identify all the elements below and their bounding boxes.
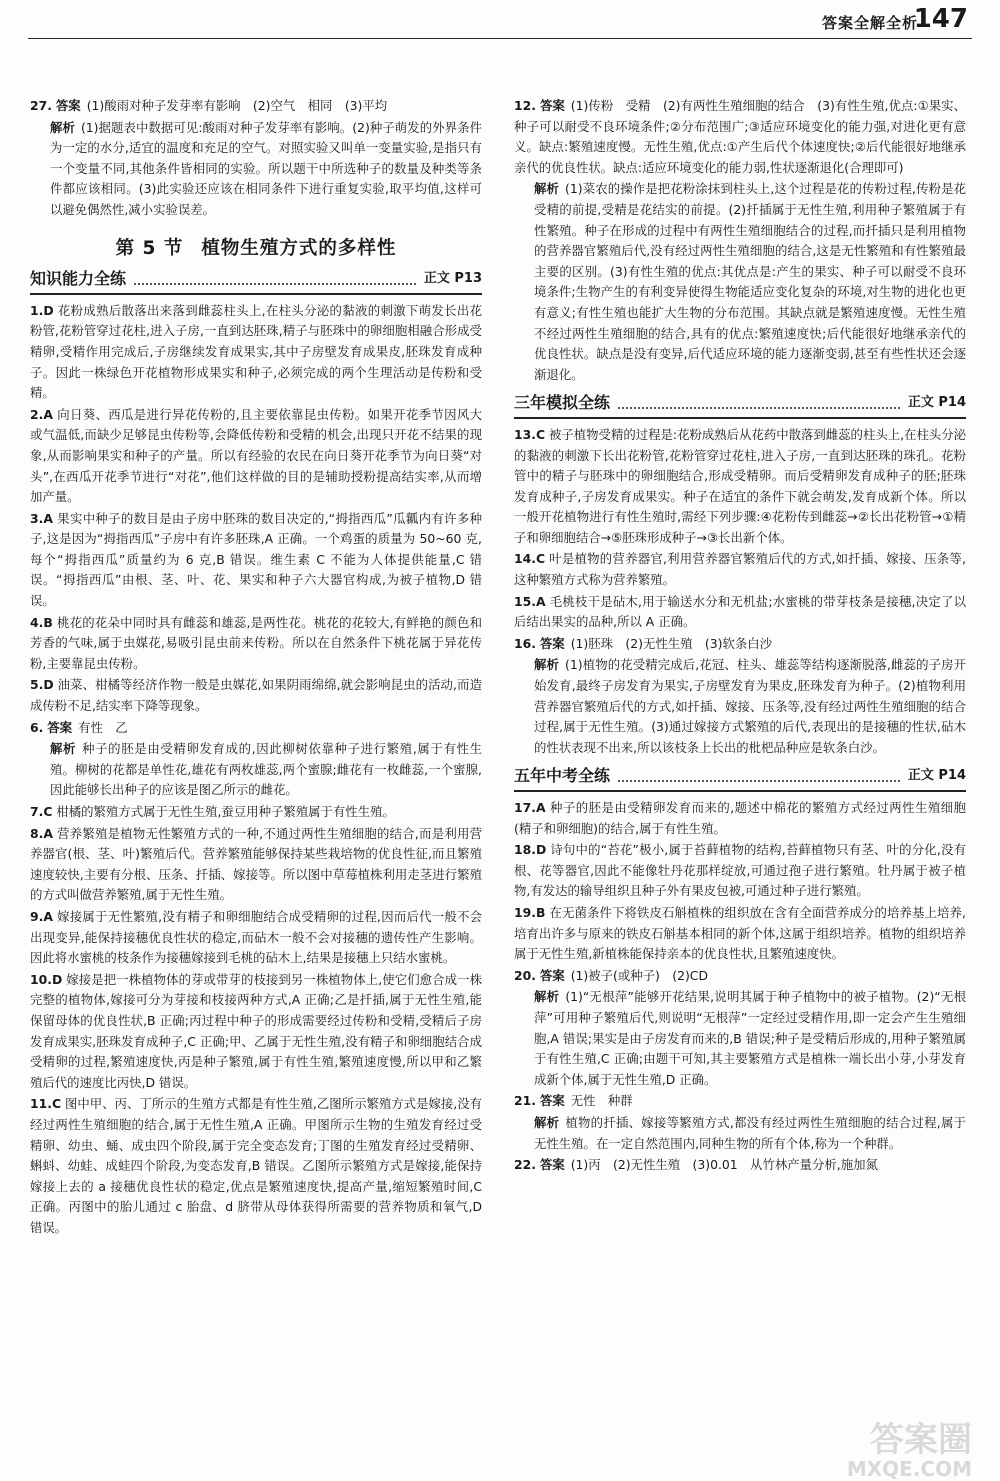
answer-tag: 答案 bbox=[539, 967, 565, 983]
answer-item bbox=[30, 802, 482, 823]
answer-tag: 答案 bbox=[539, 98, 565, 113]
question-number: 12. bbox=[514, 98, 536, 113]
question-number: 11.C bbox=[30, 1096, 62, 1112]
section-bar-three-year bbox=[514, 391, 966, 419]
section-title bbox=[30, 239, 482, 260]
answer-item bbox=[30, 824, 482, 906]
answer-item bbox=[514, 655, 966, 758]
page-header bbox=[0, 0, 1000, 92]
answer-text: 桃花的花朵中同时具有雌蕊和雄蕊,是两性花。桃花的花较大,有鲜艳的颜色和芳香的气味,属于虫媒花,易吸引昆虫前来传粉。所以在自然条件下桃花属于异花传粉,主要靠昆虫传粉。 bbox=[30, 614, 482, 671]
question-number: 14.C bbox=[514, 551, 546, 567]
answer-text: 有性 乙 bbox=[78, 719, 128, 735]
answer-tag: 解析 bbox=[534, 181, 560, 197]
section-bar-knowledge bbox=[30, 267, 482, 295]
page-number: 147 bbox=[913, 4, 968, 34]
answer-text: (1)据题表中数据可见:酸雨对种子发芽率有影响。(2)种子萌发的外界条件为一定的水分,适宜的温度和充足的空气。对照实验又叫单一变量实验,是指只有一个变量不同,其他条件皆相同的实验。所以题干中所选种子的数量及种类等条件都应该相同。(3)此实验还应该在相同条件下进行重复实验,取平均值,这样可以避免偶然性,减小实验误差。 bbox=[50, 119, 483, 217]
answer-item bbox=[30, 118, 482, 221]
answer-text: (1)“无根萍”能够开花结果,说明其属于种子植物中的被子植物。(2)“无根萍”可用种子繁殖后代,则说明“无根萍”一定经过受精作用,即一定会产生生殖细胞,A 错误;果实是由子房发育而来的,B 错误;种子是受精后形成的,用种子繁殖属于有性生殖,C 正确;由题干可知,其主要繁殖方式是植株一端长出小芽,小芽发育成新个体,属于无性生殖,D 正确。 bbox=[534, 989, 966, 1087]
question-number: 7.C bbox=[30, 804, 53, 819]
answer-item bbox=[514, 1113, 966, 1154]
question-number: 22. bbox=[514, 1157, 536, 1173]
bar-dots bbox=[618, 780, 900, 782]
header-title: 答案全解全析 bbox=[821, 14, 918, 32]
answer-item bbox=[30, 96, 482, 117]
question-number: 19.B bbox=[514, 904, 546, 920]
answer-text: (1)酸雨对种子发芽率有影响 (2)空气 相同 (3)平均 bbox=[86, 98, 388, 113]
bar-ref: 正文 P14 bbox=[907, 768, 966, 784]
watermark bbox=[742, 1412, 972, 1481]
answer-text: 花粉成熟后散落出来落到雌蕊柱头上,在柱头分泌的黏液的刺激下萌发长出花粉管,花粉管穿过花柱,进入子房,一直到达胚珠,精子与胚珠中的卵细胞相融合形成受精卵,受精作用完成后,子房继续发育成果实,其中子房壁发育成果皮,胚珠发育成种子。因此一株绿色开花植物形成果实和种子,必须完成的两个生理活动是传粉和受精。 bbox=[30, 302, 482, 401]
question-number: 3.A bbox=[30, 510, 53, 526]
answer-text: 油菜、柑橘等经济作物一般是虫媒花,如果阴雨绵绵,就会影响昆虫的活动,而造成传粉不足,结实率下降等现象。 bbox=[30, 677, 482, 714]
answer-item bbox=[30, 675, 482, 716]
question-number: 1.D bbox=[30, 302, 54, 318]
question-number: 5.D bbox=[30, 677, 54, 693]
answer-text: (1)传粉 受精 (2)有两性生殖细胞的结合 (3)有性生殖,优点:①果实、种子可以耐受不良环境条件;②分布范围广;③适应环境变化的能力强,对进化更有意义。缺点:繁殖速度慢。无性生殖,优点:①产生后代个体速度快;②后代能很好地继承亲代的优良性状。缺点:适应环境变化的能力弱,性状逐渐退化(合理即可) bbox=[514, 98, 966, 175]
answer-item bbox=[30, 405, 482, 508]
answer-tag: 答案 bbox=[539, 635, 565, 651]
answer-item bbox=[30, 970, 482, 1094]
header-rule bbox=[28, 38, 972, 39]
answer-item bbox=[514, 1155, 966, 1176]
question-number: 17.A bbox=[514, 800, 546, 815]
answer-text: 种子的胚是由受精卵发育而来的,题述中棉花的繁殖方式经过两性生殖细胞(精子和卵细胞)的结合,属于有性生殖。 bbox=[514, 800, 966, 836]
answer-item bbox=[514, 966, 966, 987]
answer-item bbox=[514, 987, 966, 1090]
answer-text: 图中甲、丙、丁所示的生殖方式都是有性生殖,乙图所示繁殖方式是嫁接,没有经过两性生殖细胞的结合,属于无性生殖,A 正确。甲图所示生物的生殖发育经过受精卵、幼虫、蛹、成虫四个阶段,属于完全变态发育;丁图的生殖发育经过受精卵、蝌蚪、幼蛙、成蛙四个阶段,为变态发育,B 错误。乙图所示繁殖方式是嫁接,能保持嫁接上去的 a 接穗优良性状的稳定,优点是繁殖速度快,提高产量,缩短繁殖时间,C 正确。丙图中的胎儿通过 c 胎盘、d 脐带从母体获得所需要的营养物质和氧气,D 错误。 bbox=[30, 1096, 482, 1235]
answer-text: 诗句中的“苔花”极小,属于苔藓植物的结构,苔藓植物只有茎、叶的分化,没有根、花等器官,因此不能像牡丹花那样绽放,可通过孢子进行繁殖。牡丹属于被子植物,有发达的输导组织且种子外有果皮包被,可通过种子进行繁殖。 bbox=[514, 842, 966, 899]
answer-item bbox=[514, 798, 966, 839]
bar-dots bbox=[618, 407, 900, 409]
answer-item bbox=[30, 509, 482, 612]
answer-text: (1)胚珠 (2)无性生殖 (3)软条白沙 bbox=[570, 635, 773, 651]
answer-text: 嫁接是把一株植物体的芽或带芽的枝接到另一株植物体上,使它们愈合成一株完整的植物体,嫁接可分为芽接和枝接两种方式,A 正确;乙是扦插,属于无性生殖,能保留母体的优良性状,B 正确;丙过程中种子的形成需要经过传粉和受精,受精后子房发育成果实,胚珠发育成种子,C 正确;甲、乙属于无性生殖,没有精子和卵细胞结合成受精卵的过程,繁殖速度快,丙是种子繁殖,属于有性生殖,繁殖速度慢,所以甲和乙繁殖后代的速度比丙快,D 错误。 bbox=[30, 971, 482, 1090]
answer-tag: 答案 bbox=[55, 98, 81, 113]
answer-tag: 答案 bbox=[539, 1157, 565, 1173]
answer-item bbox=[514, 634, 966, 655]
right-column bbox=[514, 96, 966, 1177]
answer-item bbox=[30, 613, 482, 675]
question-number: 13.C bbox=[514, 426, 546, 442]
question-number: 27. bbox=[30, 98, 52, 113]
answer-text: 营养繁殖是植物无性繁殖方式的一种,不通过两性生殖细胞的结合,而是利用营养器官(根、茎、叶)繁殖后代。营养繁殖能够保持某些栽培物的优良性征,而且繁殖速度较快,主要有分根、压条、扦插、嫁接等。所以图中草莓植株利用走茎进行繁殖的方式叫做营养繁殖,属于无性生殖。 bbox=[30, 825, 482, 903]
answer-item bbox=[514, 549, 966, 590]
answer-text: 无性 种群 bbox=[570, 1093, 633, 1109]
section-bar-five-year bbox=[514, 764, 966, 792]
bar-ref: 正文 P14 bbox=[907, 395, 966, 411]
question-number: 4.B bbox=[30, 614, 53, 630]
answer-text: 被子植物受精的过程是:花粉成熟后从花药中散落到雌蕊的柱头上,在柱头分泌的黏液的刺激下长出花粉管,花粉管穿过花柱,进入子房,一直到达胚珠的珠孔。花粉管中的精子与胚珠中的卵细胞结合,形成受精卵。而后受精卵发育成种子的胚;胚珠发育成种子,子房发育成果实。种子在适宜的条件下就会萌发,发育成新个体。所以一般开花植物进行有性生殖时,需经下列步骤:④花粉传到雌蕊→②长出花粉管→①精子和卵细胞结合→⑤胚珠形成种子→③长出新个体。 bbox=[514, 426, 967, 545]
question-number: 6. bbox=[30, 719, 44, 735]
answer-tag: 解析 bbox=[50, 741, 77, 757]
answer-text: 植物的扦插、嫁接等繁殖方式,都没有经过两性生殖细胞的结合过程,属于无性生殖。在一定自然范围内,同种生物的所有个体,称为一个种群。 bbox=[534, 1114, 966, 1151]
answer-text: 在无菌条件下将铁皮石斛植株的组织放在含有全面营养成分的培养基上培养,培育出许多与原来的铁皮石斛基本相同的新个体,这属于组织培养。植物的组织培养属于无性生殖,新植株能保持亲本的优良性状,且繁殖速度快。 bbox=[514, 904, 966, 962]
question-number: 10.D bbox=[30, 971, 63, 987]
question-number: 16. bbox=[514, 635, 536, 651]
answer-text: 种子的胚是由受精卵发育成的,因此柳树依靠种子进行繁殖,属于有性生殖。柳树的花都是单性花,雄花有两枚雄蕊,两个蜜腺;雌花有一枚雌蕊,一个蜜腺,因此能够长出种子的应该是图乙所示的雌花。 bbox=[50, 741, 482, 798]
answer-text: 叶是植物的营养器官,利用营养器官繁殖后代的方式,如扦插、嫁接、压条等,这种繁殖方式称为营养繁殖。 bbox=[514, 551, 966, 588]
question-number: 2.A bbox=[30, 406, 53, 422]
answer-tag: 答案 bbox=[47, 719, 73, 735]
answer-item bbox=[30, 1094, 482, 1238]
left-column bbox=[30, 96, 482, 1239]
bar-title: 知识能力全练 bbox=[30, 269, 127, 289]
question-number: 9.A bbox=[30, 908, 53, 924]
bar-dots bbox=[134, 283, 416, 285]
bar-title: 五年中考全练 bbox=[514, 766, 611, 786]
answer-text: (1)植物的花受精完成后,花冠、柱头、雄蕊等结构逐渐脱落,雌蕊的子房开始发育,最终子房发育为果实,子房壁发育为果皮,胚珠发育为种子。(2)植物利用营养器官繁殖后代的方式,如扦插、嫁接、压条等,没有经过两性生殖细胞的结合过程,属于无性生殖。(3)通过嫁接方式繁殖的后代,表现出的是接穗的性状,砧木的性状表现不出来,所以该枝条上长出的枇杷品种应是软条白沙。 bbox=[534, 657, 967, 755]
watermark-url: MXQE.COM bbox=[846, 1457, 972, 1481]
answer-item bbox=[30, 907, 482, 969]
answer-text: 柑橘的繁殖方式属于无性生殖,蚕豆用种子繁殖属于有性生殖。 bbox=[56, 804, 395, 819]
answer-item bbox=[514, 1091, 966, 1112]
answer-item bbox=[30, 301, 482, 404]
answer-tag: 解析 bbox=[534, 989, 560, 1005]
answer-item bbox=[514, 840, 966, 902]
answer-tag: 解析 bbox=[534, 1114, 560, 1130]
answer-text: 毛桃枝干是砧木,用于输送水分和无机盐;水蜜桃的带芽枝条是接穗,决定了以后结出果实的品种,所以 A 正确。 bbox=[514, 593, 966, 630]
answer-item bbox=[514, 96, 966, 178]
answer-tag: 解析 bbox=[50, 119, 75, 135]
section-number: 第 5 节 bbox=[115, 237, 184, 259]
question-number: 15.A bbox=[514, 593, 546, 609]
answer-item bbox=[514, 179, 966, 385]
answer-text: 向日葵、西瓜是进行异花传粉的,且主要依靠昆虫传粉。如果开花季节因风大或气温低,而缺少足够昆虫传粉等,会降低传粉和受精的机会,出现只开花不结果的现象,从而影响果实和种子的产量。所以有经验的农民在向日葵开花季节为向日葵“对头”,在西瓜开花季节进行“对花”,他们这样做的目的是辅助授粉提高结实率,从而增加产量。 bbox=[30, 406, 482, 505]
question-number: 8.A bbox=[30, 825, 53, 841]
question-number: 21. bbox=[514, 1093, 536, 1109]
answer-text: (1)被子(或种子) (2)CD bbox=[570, 967, 708, 983]
answer-text: (1)丙 (2)无性生殖 (3)0.01 从竹林产量分析,施加氮 bbox=[570, 1157, 878, 1173]
answer-text: 果实中种子的数目是由子房中胚珠的数目决定的,“拇指西瓜”瓜瓤内有许多种子,这是因为“拇指西瓜”子房中有许多胚珠,A 正确。一个鸡蛋的质量为 50~60 克,每个“拇指西瓜”质量约为 6 克,B 错误。维生素 C 不能为人体提供能量,C 错误。“拇指西瓜”由根、茎、叶、花、果实和种子六大器官构成,为被子植物,D 错误。 bbox=[30, 510, 482, 609]
question-number: 20. bbox=[514, 967, 536, 983]
answer-item bbox=[30, 739, 482, 801]
bar-ref: 正文 P13 bbox=[423, 271, 482, 287]
section-name: 植物生殖方式的多样性 bbox=[201, 237, 397, 259]
bar-title: 三年模拟全练 bbox=[514, 393, 611, 413]
answer-item bbox=[514, 903, 966, 965]
answer-item bbox=[514, 592, 966, 633]
answer-text: (1)菜农的操作是把花粉涂抹到柱头上,这个过程是花的传粉过程,传粉是花受精的前提,受精是花结实的前提。(2)扦插属于无性生殖,利用种子繁殖属于有性繁殖。种子在形成的过程中有两性生殖细胞结合的过程,而扦插只是利用植物的营养器官繁殖后代,没有经过两性生殖细胞的结合,这是无性繁殖和有性繁殖最主要的区别。(3)有性生殖的优点:其优点是:产生的果实、种子可以耐受不良环境条件;生物产生的有利变异使得生物能适应变化复杂的环境,对生物的进化也更有意义;有性生殖也能扩大生物的分布范围。其缺点就是繁殖速度慢。无性生殖不经过两性生殖细胞的结合,具有的优点:繁殖速度快;后代能很好地继承亲代的优良性状。缺点是没有变异,后代适应环境的能力逐渐变弱,甚至有些性状还会逐渐退化。 bbox=[534, 181, 967, 382]
watermark-logo: 答案圈 bbox=[870, 1420, 972, 1460]
answer-tag: 解析 bbox=[534, 657, 560, 673]
question-number: 18.D bbox=[514, 842, 547, 858]
answer-item bbox=[514, 425, 966, 549]
answer-tag: 答案 bbox=[539, 1093, 565, 1109]
answer-item bbox=[30, 718, 482, 739]
answer-text: 嫁接属于无性繁殖,没有精子和卵细胞结合成受精卵的过程,因而后代一般不会出现变异,能保持接穗优良性状的稳定,而砧木一般不会对接穗的遗传性产生影响。因此将水蜜桃的枝条作为接穗嫁接到毛桃的砧木上,结果是接穗上只结水蜜桃。 bbox=[30, 908, 482, 966]
